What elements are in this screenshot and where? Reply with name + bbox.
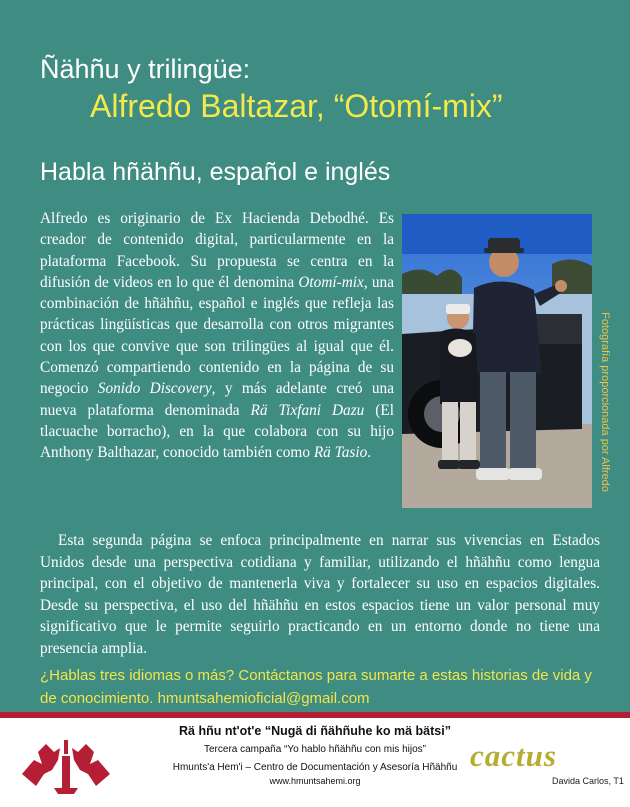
page-title: Alfredo Baltazar, “Otomí-mix” [90,88,503,124]
subtitle: Habla hñähñu, español e inglés [40,158,391,186]
cactus-logo-text: cactus [470,738,557,773]
campaign-slogan: Rä hñu nt'ot'e “Nugä di ñähñuhe ko mä bätsi” [179,724,451,738]
signature: Davida Carlos, T1 [552,776,624,786]
text-run: (El tlacuache borracho), en la que colabora con su hijo Anthony Balthazar, conocido también como [40,401,394,462]
text-run: , una combinación de hñähñu, español e inglés que refleja las prácticas lingüísticas que desarrolla con otros migrantes con los que convive que son trilingües al igual que él. Comenzó compartiendo contenido en la página de su negocio [40,273,394,398]
text-run: . [367,444,372,462]
kicker: Ñähñu y trilingüe: [40,54,251,84]
photo-credit [596,290,614,514]
article-paragraph-2: Esta segunda página se enfoca principalmente en narrar sus vivencias en Estados Unidos desde una perspectiva cotidiana y familiar, utilizando el hñähñu como lengua principal, con el objetivo de mantenerla viva y fortalecer su uso en espacios digitales. Desde su perspectiva, el uso del hñähñu en estos espacios tiene un valor personal muy significativo que le permite seguirlo practicando en un entorno donde no tiene una presencia amplia. [40,532,600,657]
birds-logo-icon [14,730,118,796]
text-run: , y más adelante creó una nueva plataforma denominada [40,380,394,419]
organization-website: www.hmuntsahemi.org [269,776,361,786]
campaign-edition: Tercera campaña “Yo hablo hñähñu con mis hijos” [204,744,426,755]
text-run: Alfredo es originario de Ex Hacienda Debodhé. Es creador de contenido digital, particularmente en la plataforma Facebook. Su propuesta se centra en la difusión de videos en lo que él denomina [40,210,394,291]
organization-name: Hmunts'a Hem'i – Centro de Documentación y Asesoría Hñähñu [172,762,458,773]
italic-term: Sonido Discovery [97,380,212,398]
italic-term: Rä Tasio [313,444,368,462]
italic-term: Otomí-mix [298,273,364,291]
contact-callout: ¿Hablas tres idiomas o más? Contáctanos para sumarte a estas historias de vida y de conocimiento. hmuntsahemioficial@gmail.com [40,667,592,707]
footer [0,718,630,807]
italic-term: Rä Tixfani Dazu [250,401,365,419]
photo-credit-text: Fotografía proporcionada por Alfredo [599,312,611,492]
photo [402,214,592,508]
article-paragraph-1 [40,208,394,464]
